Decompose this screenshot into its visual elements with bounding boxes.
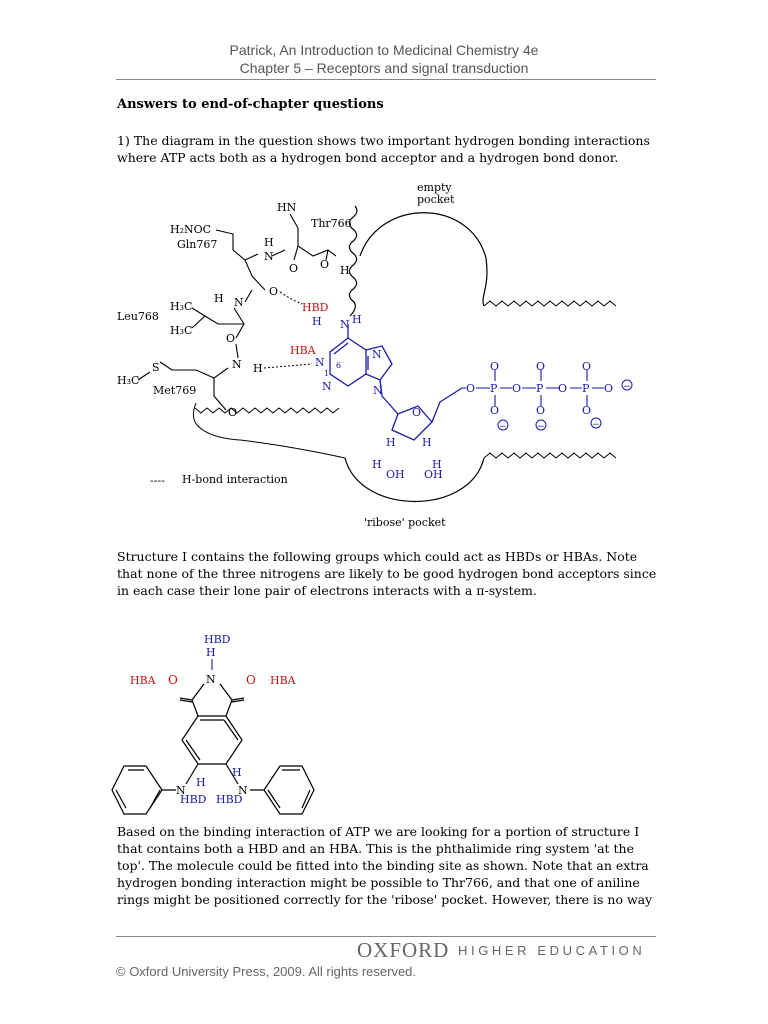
met-n: N (232, 358, 242, 371)
adenine-n7: N (372, 348, 382, 361)
residue-leu768-label: Leu768 (117, 310, 159, 323)
phosphate-o-top-2: O (536, 360, 546, 373)
struct-amine-h-right: H (232, 766, 242, 779)
charge-minus-4: − (623, 382, 631, 392)
leu-n: N (234, 296, 244, 309)
charge-minus-2: − (537, 422, 545, 432)
ribose-h2: H (422, 436, 432, 449)
adenine-amino-h2: H (352, 313, 362, 326)
gln-side-chain-label: H₂NOC (170, 223, 212, 236)
phosphate-o-top-1: O (490, 360, 500, 373)
thr-hydroxyl-o: O (320, 258, 330, 271)
hba-label-atp: HBA (290, 344, 316, 357)
gln-n-label: N (264, 250, 274, 263)
ribose-oh-1: OH (386, 468, 405, 481)
gln-carbonyl-o: O (269, 285, 279, 298)
struct-amine-n-right: N (238, 784, 248, 797)
legend-hbond-label: H-bond interaction (182, 473, 288, 486)
gln-n-h-label: H (264, 236, 274, 249)
phosphate-p-gamma: P (582, 382, 590, 395)
phosphate-o-ester: O (466, 382, 476, 395)
thr-hydroxyl-h: H (340, 264, 350, 277)
struct-imide-n: N (206, 673, 216, 686)
struct-hba-left-o: O (168, 673, 178, 687)
section-title: Answers to end-of-chapter questions (117, 97, 384, 112)
struct-amine-n-left: N (176, 784, 186, 797)
phosphate-o-bottom-1: O (490, 404, 500, 417)
thr-carbonyl-o: O (289, 262, 299, 275)
leu-methyl-2: H₃C (170, 324, 193, 337)
phosphate-o-terminal: O (604, 382, 614, 395)
footer-oxford-logo: OXFORD (357, 938, 450, 962)
struct-hba-right: HBA (270, 674, 296, 687)
struct-hbd-bottom-left: HBD (180, 793, 207, 806)
struct-imide-h: H (206, 646, 216, 659)
header-subtitle: Chapter 5 – Receptors and signal transduction (239, 60, 529, 76)
hbd-label-atp: HBD (302, 301, 329, 314)
ribose-oh-2: OH (424, 468, 443, 481)
leu-carbonyl-o: O (226, 332, 236, 345)
ribose-pocket-label: 'ribose' pocket (364, 516, 446, 529)
ribose-h1: H (386, 436, 396, 449)
phosphate-p-beta: P (536, 382, 544, 395)
empty-pocket-arc (360, 213, 487, 306)
struct-hba-left: HBA (130, 674, 156, 687)
adenine-amino-n: N (340, 318, 350, 331)
ribose-ring-o: O (412, 406, 422, 419)
ribose-h3: H (372, 458, 382, 471)
leu-methyl-1: H₃C (170, 300, 193, 313)
adenine-pos-6: 6 (336, 361, 342, 370)
residue-met769-label: Met769 (153, 384, 197, 397)
footer-rule (116, 936, 656, 937)
residue-thr766-label: Thr766 (311, 217, 352, 230)
struct-hbd-top: HBD (204, 633, 231, 646)
pocket-boundary-right-top (484, 301, 616, 306)
phosphate-p-alpha: P (490, 382, 498, 395)
phosphate-o-bottom-3: O (582, 404, 592, 417)
structure-i-diagram (0, 628, 768, 818)
phosphate-o-bottom-2: O (536, 404, 546, 417)
phosphate-o-top-3: O (582, 360, 592, 373)
adenine-n1: N (315, 356, 325, 369)
legend-dash-sample: ---- (150, 474, 165, 487)
struct-amine-h-left: H (196, 776, 206, 789)
adenine-amino-h1: H (312, 315, 322, 328)
pocket-boundary-bottom-left (195, 408, 339, 413)
charge-minus-3: − (592, 420, 600, 430)
struct-hba-right-o: O (246, 673, 256, 687)
residue-gln767-label: Gln767 (177, 238, 218, 251)
met-sulfur: S (152, 361, 160, 374)
atp-binding-site-diagram (0, 178, 768, 538)
phosphate-o-bridge-2: O (558, 382, 568, 395)
met-methyl: H₃C (117, 374, 140, 387)
struct-hbd-bottom-right: HBD (216, 793, 243, 806)
met-carbonyl-o: O (228, 406, 238, 419)
footer-higher-education: HIGHER EDUCATION (458, 943, 646, 958)
pocket-boundary-right-bottom (484, 453, 616, 458)
charge-minus-1: − (499, 422, 507, 432)
paragraph-1: 1) The diagram in the question shows two important hydrogen bonding interactions where ATP acts both as a hydrogen bond acceptor and a hydrogen bond donor. (117, 133, 650, 165)
leu-n-h: H (214, 292, 224, 305)
empty-pocket-label-2: pocket (417, 193, 455, 206)
paragraph-2: Structure I contains the following groups which could act as HBDs or HBAs. Note that none of the three nitrogens are likely to be good hydrogen bond acceptors since in each case their lone pair of electrons interacts with a π-system. (117, 549, 657, 598)
phosphate-o-bridge-1: O (512, 382, 522, 395)
adenine-n3: N (322, 380, 332, 393)
thr-hn-label: HN (277, 201, 297, 214)
paragraph-3: Based on the binding interaction of ATP we are looking for a portion of structure I that contains both a HBD and an HBA. This is the phthalimide ring system 'at the top'. The molecule could be fitted into the binding site as shown. Note that an extra hydrogen bonding interaction might be possible to Thr766, and that one of aniline rings might be positioned correctly for the 'ribose' pocket. However, there is no way (117, 824, 653, 907)
ribose-pocket-arc (345, 458, 484, 502)
adenine-n9: N (373, 384, 383, 397)
header-rule (116, 79, 656, 80)
ribose-h4: H (432, 458, 442, 471)
adenine-pos-1: 1 (324, 369, 330, 378)
empty-pocket-label-1: empty (417, 181, 452, 194)
header-title: Patrick, An Introduction to Medicinal Chemistry 4e (229, 42, 539, 58)
met-n-h: H (253, 362, 263, 375)
footer-copyright: © Oxford University Press, 2009. All rights reserved. (116, 964, 417, 979)
